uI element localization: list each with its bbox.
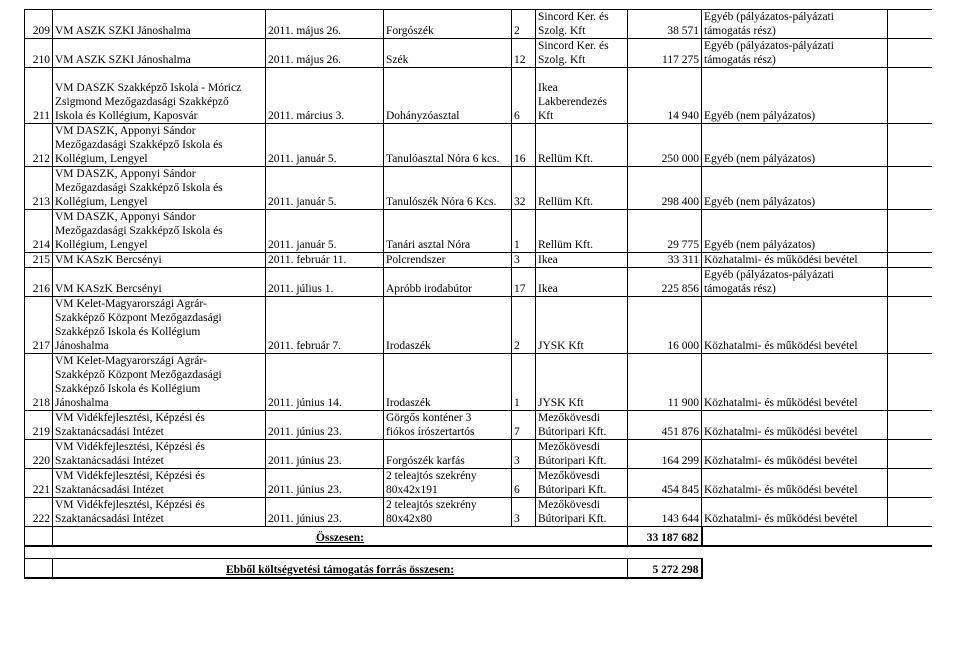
date-cell-text: 2011. május 26. [268, 54, 342, 66]
empty-cell [888, 68, 932, 124]
item-cell [384, 167, 512, 210]
row-number [25, 469, 53, 498]
organization-cell [53, 68, 266, 124]
vendor-cell [536, 469, 628, 498]
vendor-cell-text: Mezőkövesdi Bútoripari Kft. [538, 470, 607, 496]
empty-cell [888, 124, 932, 167]
amount-cell-text: 164 299 [661, 455, 699, 467]
budget-value [628, 558, 702, 578]
amount-cell [628, 469, 702, 498]
organization-cell [53, 440, 266, 469]
date-cell-text: 2011. január 5. [268, 196, 337, 208]
amount-cell-text: 298 400 [661, 196, 699, 208]
item-cell-text: Forgószék karfás [386, 455, 465, 467]
vendor-cell-text: Sincord Ker. és Szolg. Kft [538, 11, 609, 37]
total-label-text: Összesen: [316, 532, 364, 544]
funding-source-cell [702, 68, 888, 124]
empty-cell [888, 354, 932, 411]
date-cell [266, 354, 384, 411]
funding-source-cell [702, 411, 888, 440]
funding-source-cell-text: Közhatalmi- és működési bevétel [704, 254, 858, 266]
date-cell [266, 268, 384, 297]
organization-cell-text: VM Kelet-Magyarországi Agrár- Szakképző Központ Mezőgazdasági Szakképző Iskola és Kollégium Jánoshalma [55, 298, 222, 352]
amount-cell-text: 11 900 [667, 397, 699, 409]
funding-source-cell [702, 297, 888, 354]
item-cell [384, 498, 512, 527]
funding-source-cell-text: Egyéb (nem pályázatos) [704, 153, 816, 165]
item-cell [384, 411, 512, 440]
date-cell [266, 498, 384, 527]
quantity-cell-text: 7 [514, 426, 520, 438]
date-cell-text: 2011. június 23. [268, 426, 342, 438]
item-cell-text: Görgős konténer 3 fiókos írószertartós [386, 412, 475, 438]
vendor-cell-text: Rellüm Kft. [538, 239, 593, 251]
quantity-cell [512, 440, 536, 469]
date-cell-text: 2011. június 23. [268, 455, 342, 467]
vendor-cell [536, 167, 628, 210]
empty-cell [888, 469, 932, 498]
row-number-text: 215 [32, 254, 50, 266]
row-number-text: 209 [32, 25, 50, 37]
table-row [25, 354, 932, 411]
quantity-cell [512, 469, 536, 498]
vendor-cell [536, 411, 628, 440]
funding-source-cell-text: Egyéb (nem pályázatos) [704, 110, 816, 122]
item-cell-text: Irodaszék [386, 340, 431, 352]
quantity-cell-text: 2 [514, 25, 520, 37]
item-cell-text: Dohányzóasztal [386, 110, 460, 122]
item-cell [384, 68, 512, 124]
amount-cell-text: 33 311 [667, 254, 699, 266]
quantity-cell [512, 411, 536, 440]
empty-cell [25, 527, 53, 547]
organization-cell [53, 354, 266, 411]
quantity-cell [512, 498, 536, 527]
item-cell [384, 440, 512, 469]
table-row [25, 39, 932, 68]
vendor-cell [536, 210, 628, 253]
row-number [25, 297, 53, 354]
vendor-cell-text: Mezőkövesdi Bútoripari Kft. [538, 412, 607, 438]
quantity-cell [512, 10, 536, 39]
date-cell-text: 2011. május 26. [268, 25, 342, 37]
amount-cell [628, 498, 702, 527]
funding-source-cell-text: Közhatalmi- és működési bevétel [704, 455, 858, 467]
item-cell-text: Polcrendszer [386, 254, 446, 266]
amount-cell [628, 411, 702, 440]
table-row [25, 469, 932, 498]
organization-cell-text: VM DASZK Szakképző Iskola - Móricz Zsigmond Mezőgazdasági Szakképző Iskola és Kollégium, Kaposvár [55, 82, 242, 122]
funding-source-cell [702, 39, 888, 68]
amount-cell-text: 38 571 [667, 25, 699, 37]
row-number [25, 210, 53, 253]
row-number-text: 221 [32, 484, 50, 496]
funding-source-cell [702, 268, 888, 297]
vendor-cell-text: JYSK Kft [538, 340, 584, 352]
row-number-text: 220 [32, 455, 50, 467]
vendor-cell [536, 124, 628, 167]
spacer-row [25, 546, 932, 558]
vendor-cell [536, 10, 628, 39]
organization-cell-text: VM KASzK Bercsényi [55, 283, 162, 295]
quantity-cell [512, 268, 536, 297]
date-cell [266, 39, 384, 68]
organization-cell [53, 268, 266, 297]
item-cell-text: Szék [386, 54, 409, 66]
amount-cell-text: 454 845 [661, 484, 699, 496]
date-cell [266, 469, 384, 498]
empty-cell [702, 558, 932, 578]
amount-cell [628, 268, 702, 297]
table-row [25, 10, 932, 39]
budget-support-row [25, 558, 932, 578]
organization-cell [53, 167, 266, 210]
vendor-cell-text: Ikea Lakberendezés Kft [538, 82, 607, 122]
table-row [25, 253, 932, 268]
row-number-text: 214 [32, 239, 50, 251]
quantity-cell-text: 3 [514, 455, 520, 467]
organization-cell [53, 253, 266, 268]
date-cell [266, 68, 384, 124]
total-value-text: 33 187 682 [646, 532, 699, 544]
date-cell-text: 2011. június 14. [268, 397, 342, 409]
row-number-text: 212 [32, 153, 50, 165]
organization-cell-text: VM ASZK SZKI Jánoshalma [55, 25, 191, 37]
quantity-cell-text: 16 [514, 153, 526, 165]
funding-source-cell-text: Közhatalmi- és működési bevétel [704, 513, 858, 525]
empty-cell [888, 297, 932, 354]
amount-cell-text: 451 876 [661, 426, 699, 438]
table-row [25, 210, 932, 253]
amount-cell [628, 440, 702, 469]
empty-cell [888, 498, 932, 527]
empty-cell [888, 167, 932, 210]
row-number [25, 124, 53, 167]
vendor-cell [536, 297, 628, 354]
organization-cell-text: VM Vidékfejlesztési, Képzési és Szaktanácsadási Intézet [55, 470, 205, 496]
date-cell [266, 411, 384, 440]
quantity-cell-text: 1 [514, 239, 520, 251]
quantity-cell [512, 297, 536, 354]
quantity-cell [512, 39, 536, 68]
empty-cell [888, 268, 932, 297]
organization-cell-text: VM Kelet-Magyarországi Agrár- Szakképző Központ Mezőgazdasági Szakképző Iskola és Kollégium Jánoshalma [55, 355, 222, 409]
vendor-cell-text: Mezőkövesdi Bútoripari Kft. [538, 441, 607, 467]
quantity-cell [512, 354, 536, 411]
organization-cell-text: VM Vidékfejlesztési, Képzési és Szaktanácsadási Intézet [55, 412, 205, 438]
row-number [25, 10, 53, 39]
item-cell [384, 124, 512, 167]
funding-source-cell-text: Egyéb (nem pályázatos) [704, 196, 816, 208]
date-cell [266, 440, 384, 469]
item-cell [384, 469, 512, 498]
item-cell [384, 354, 512, 411]
empty-cell [888, 10, 932, 39]
table-row [25, 268, 932, 297]
budget-label [53, 558, 628, 578]
organization-cell-text: VM DASZK, Apponyi Sándor Mezőgazdasági Szakképző Iskola és Kollégium, Lengyel [55, 168, 223, 208]
empty-cell [888, 39, 932, 68]
item-cell-text: Tanári asztal Nóra [386, 239, 471, 251]
quantity-cell [512, 167, 536, 210]
organization-cell-text: VM ASZK SZKI Jánoshalma [55, 54, 191, 66]
amount-cell-text: 250 000 [661, 153, 699, 165]
amount-cell [628, 167, 702, 210]
organization-cell [53, 469, 266, 498]
row-number [25, 68, 53, 124]
row-number [25, 411, 53, 440]
funding-source-cell-text: Egyéb (pályázatos-pályázati támogatás rész) [704, 40, 834, 66]
item-cell-text: 2 teleajtós szekrény 80x42x191 [386, 470, 477, 496]
date-cell [266, 10, 384, 39]
amount-cell [628, 124, 702, 167]
quantity-cell-text: 6 [514, 484, 520, 496]
date-cell-text: 2011. január 5. [268, 153, 337, 165]
quantity-cell-text: 12 [514, 54, 526, 66]
vendor-cell-text: Ikea [538, 283, 558, 295]
row-number-text: 216 [32, 283, 50, 295]
vendor-cell-text: Rellüm Kft. [538, 196, 593, 208]
organization-cell-text: VM DASZK, Apponyi Sándor Mezőgazdasági Szakképző Iskola és Kollégium, Lengyel [55, 125, 223, 165]
amount-cell [628, 297, 702, 354]
table-row [25, 68, 932, 124]
row-number-text: 211 [33, 110, 50, 122]
funding-source-cell-text: Egyéb (pályázatos-pályázati támogatás rész) [704, 11, 834, 37]
row-number [25, 440, 53, 469]
item-cell-text: Apróbb irodabútor [386, 283, 472, 295]
organization-cell-text: VM Vidékfejlesztési, Képzési és Szaktanácsadási Intézet [55, 499, 205, 525]
funding-source-cell-text: Közhatalmi- és működési bevétel [704, 426, 858, 438]
quantity-cell-text: 2 [514, 340, 520, 352]
table-row [25, 411, 932, 440]
total-value [628, 527, 702, 547]
vendor-cell-text: Ikea [538, 254, 558, 266]
empty-cell [702, 527, 932, 547]
date-cell [266, 124, 384, 167]
empty-cell [888, 253, 932, 268]
organization-cell [53, 297, 266, 354]
organization-cell-text: VM KASzK Bercsényi [55, 254, 162, 266]
item-cell [384, 253, 512, 268]
vendor-cell-text: Mezőkövesdi Bútoripari Kft. [538, 499, 607, 525]
vendor-cell [536, 253, 628, 268]
funding-source-cell [702, 469, 888, 498]
organization-cell [53, 411, 266, 440]
date-cell-text: 2011. július 1. [268, 283, 334, 295]
quantity-cell [512, 124, 536, 167]
row-number-text: 213 [32, 196, 50, 208]
budget-value-text: 5 272 298 [652, 563, 699, 576]
row-number [25, 39, 53, 68]
organization-cell [53, 210, 266, 253]
row-number [25, 498, 53, 527]
row-number [25, 268, 53, 297]
amount-cell-text: 225 856 [661, 283, 699, 295]
table-row [25, 167, 932, 210]
table-body [25, 10, 932, 578]
table-row [25, 297, 932, 354]
table-row [25, 440, 932, 469]
date-cell-text: 2011. február 11. [268, 254, 347, 266]
total-row [25, 527, 932, 547]
funding-source-cell [702, 167, 888, 210]
funding-source-cell [702, 440, 888, 469]
amount-cell [628, 253, 702, 268]
date-cell-text: 2011. június 23. [268, 484, 342, 496]
vendor-cell-text: JYSK Kft [538, 397, 584, 409]
funding-source-cell [702, 10, 888, 39]
empty-cell [888, 210, 932, 253]
table-row [25, 498, 932, 527]
organization-cell [53, 124, 266, 167]
vendor-cell [536, 354, 628, 411]
date-cell-text: 2011. június 23. [268, 513, 342, 525]
amount-cell [628, 210, 702, 253]
row-number-text: 210 [32, 54, 50, 66]
vendor-cell [536, 440, 628, 469]
quantity-cell [512, 68, 536, 124]
funding-source-cell [702, 253, 888, 268]
total-label [53, 527, 628, 547]
funding-source-cell-text: Egyéb (pályázatos-pályázati támogatás rész) [704, 269, 834, 295]
organization-cell [53, 10, 266, 39]
amount-cell-text: 29 775 [667, 239, 699, 251]
funding-source-cell-text: Közhatalmi- és működési bevétel [704, 340, 858, 352]
organization-cell [53, 39, 266, 68]
date-cell-text: 2011. február 7. [268, 340, 342, 352]
vendor-cell [536, 498, 628, 527]
funding-source-cell [702, 124, 888, 167]
quantity-cell-text: 17 [514, 283, 526, 295]
table-row [25, 124, 932, 167]
row-number [25, 253, 53, 268]
item-cell [384, 10, 512, 39]
quantity-cell [512, 210, 536, 253]
quantity-cell-text: 3 [514, 254, 520, 266]
row-number [25, 354, 53, 411]
amount-cell-text: 117 275 [662, 54, 699, 66]
date-cell [266, 253, 384, 268]
empty-cell [25, 546, 932, 558]
row-number-text: 219 [32, 426, 50, 438]
row-number-text: 218 [32, 397, 50, 409]
amount-cell [628, 68, 702, 124]
funding-source-cell-text: Közhatalmi- és működési bevétel [704, 484, 858, 496]
date-cell-text: 2011. január 5. [268, 239, 337, 251]
item-cell [384, 39, 512, 68]
empty-cell [888, 411, 932, 440]
item-cell-text: Irodaszék [386, 397, 431, 409]
vendor-cell [536, 39, 628, 68]
funding-source-cell-text: Közhatalmi- és működési bevétel [704, 397, 858, 409]
funding-source-cell [702, 498, 888, 527]
funding-source-cell [702, 354, 888, 411]
empty-cell [25, 558, 53, 578]
amount-cell-text: 14 940 [667, 110, 699, 122]
vendor-cell [536, 68, 628, 124]
date-cell [266, 297, 384, 354]
item-cell-text: 2 teleajtós szekrény 80x42x80 [386, 499, 477, 525]
funding-source-cell-text: Egyéb (nem pályázatos) [704, 239, 816, 251]
quantity-cell-text: 32 [514, 196, 526, 208]
funding-source-cell [702, 210, 888, 253]
vendor-cell-text: Sincord Ker. és Szolg. Kft [538, 40, 609, 66]
amount-cell [628, 10, 702, 39]
date-cell [266, 210, 384, 253]
item-cell [384, 210, 512, 253]
quantity-cell-text: 1 [514, 397, 520, 409]
item-cell [384, 268, 512, 297]
quantity-cell-text: 6 [514, 110, 520, 122]
item-cell-text: Forgószék [386, 25, 434, 37]
budget-label-text: Ebből költségvetési támogatás forrás összesen: [225, 563, 455, 576]
vendor-cell [536, 268, 628, 297]
item-cell-text: Tanulószék Nóra 6 Kcs. [386, 196, 497, 208]
organization-cell-text: VM DASZK, Apponyi Sándor Mezőgazdasági Szakképző Iskola és Kollégium, Lengyel [55, 211, 223, 251]
amount-cell [628, 354, 702, 411]
item-cell [384, 297, 512, 354]
organization-cell-text: VM Vidékfejlesztési, Képzési és Szaktanácsadási Intézet [55, 441, 205, 467]
amount-cell-text: 16 000 [667, 340, 699, 352]
amount-cell-text: 143 644 [661, 513, 699, 525]
amount-cell [628, 39, 702, 68]
date-cell [266, 167, 384, 210]
row-number-text: 217 [32, 340, 50, 352]
empty-cell [888, 440, 932, 469]
date-cell-text: 2011. március 3. [268, 110, 345, 122]
item-cell-text: Tanulóasztal Nóra 6 kcs. [386, 153, 500, 165]
organization-cell [53, 498, 266, 527]
row-number-text: 222 [32, 513, 50, 525]
quantity-cell-text: 3 [514, 513, 520, 525]
vendor-cell-text: Rellüm Kft. [538, 153, 593, 165]
furniture-purchase-table [24, 9, 932, 579]
quantity-cell [512, 253, 536, 268]
row-number [25, 167, 53, 210]
